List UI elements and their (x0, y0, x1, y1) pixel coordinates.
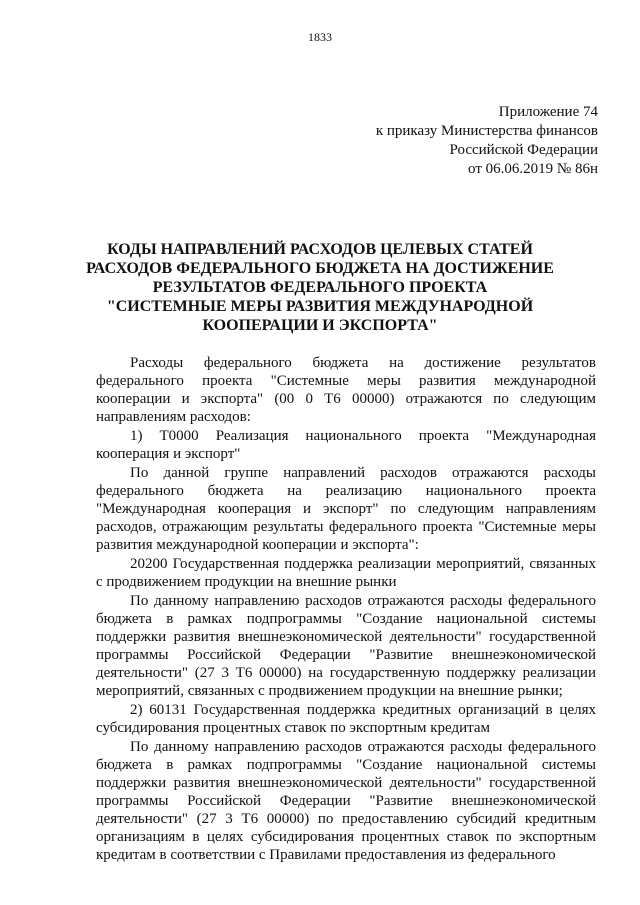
title-line: РАСХОДОВ ФЕДЕРАЛЬНОГО БЮДЖЕТА НА ДОСТИЖЕНИЕ (86, 260, 554, 277)
body-paragraph: По данному направлению расходов отражаются расходы федерального бюджета в рамках подпрограммы "Создание национальной системы поддержки развития внешнеэкономической деятельности" государственной программы Российской Федерации "Развитие внешнеэкономической деятельности" (27 3 Т6 00000) на государственную поддержку реализации мероприятий, связанных с продвижением продукции на внешние рынки; (96, 593, 596, 699)
title-line: КООПЕРАЦИИ И ЭКСПОРТА" (202, 317, 438, 334)
title-line: РЕЗУЛЬТАТОВ ФЕДЕРАЛЬНОГО ПРОЕКТА (152, 279, 488, 296)
body-paragraph: Расходы федерального бюджета на достижение результатов федерального проекта "Системные меры развития международной кооперации и экспорта" (00 0 Т6 00000) отражаются по следующим направлениям расходов: (96, 355, 596, 425)
appendix-number: Приложение 74 (498, 104, 598, 120)
title-line: КОДЫ НАПРАВЛЕНИЙ РАСХОДОВ ЦЕЛЕВЫХ СТАТЕЙ (107, 241, 533, 258)
body-paragraph: 1) Т0000 Реализация национального проекта "Международная кооперация и экспорт" (96, 428, 596, 462)
appendix-header (376, 103, 598, 179)
document-title (70, 240, 570, 335)
body-paragraph: 2) 60131 Государственная поддержка кредитных организаций в целях субсидирования процентных ставок по экспортным кредитам (96, 702, 596, 736)
body-paragraph: По данному направлению расходов отражаются расходы федерального бюджета в рамках подпрограммы "Создание национальной системы поддержки развития внешнеэкономической деятельности" государственной программы Российской Федерации "Развитие внешнеэкономической деятельности" (27 3 Т6 00000) по предоставлению субсидий кредитным организациям в целях субсидирования процентных ставок по экспортным кредитам в соответствии с Правилами предоставления из федерального (96, 739, 596, 863)
appendix-order-ref: к приказу Министерства финансов (375, 123, 598, 139)
appendix-country: Российской Федерации (449, 142, 598, 158)
body-paragraph: По данной группе направлений расходов отражаются расходы федерального бюджета на реализацию национального проекта "Международная кооперация и экспорт" по следующим направлениям расходов, отражающим результаты федерального проекта "Системные меры развития международной кооперации и экспорта": (96, 465, 596, 553)
document-body (96, 354, 596, 865)
page-number: 1833 (308, 30, 332, 44)
title-line: "СИСТЕМНЫЕ МЕРЫ РАЗВИТИЯ МЕЖДУНАРОДНОЙ (106, 298, 534, 315)
body-paragraph: 20200 Государственная поддержка реализации мероприятий, связанных с продвижением продукции на внешние рынки (96, 556, 596, 590)
appendix-order-date: от 06.06.2019 № 86н (468, 161, 598, 177)
